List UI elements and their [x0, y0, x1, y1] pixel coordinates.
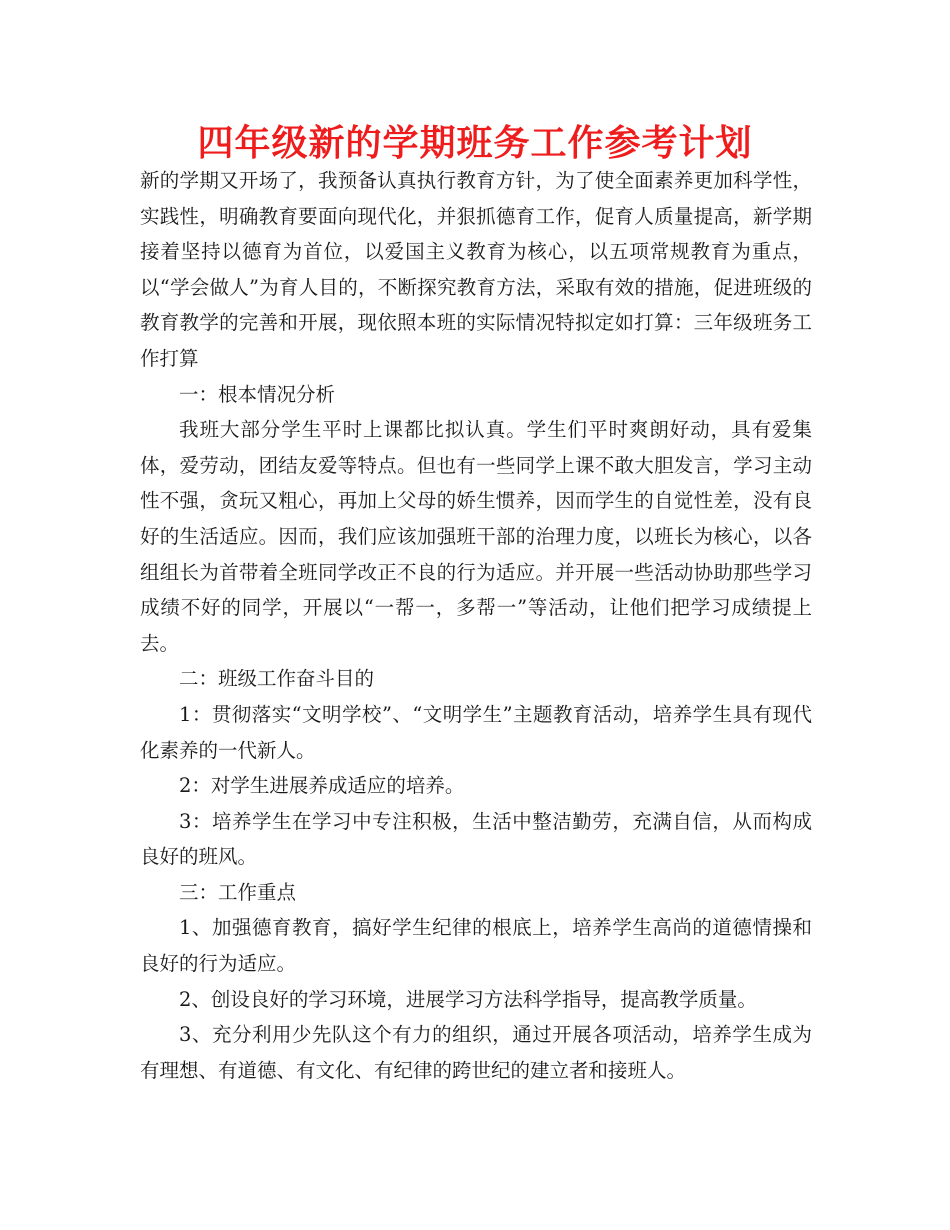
- section-heading-work-focus: 三：工作重点: [179, 880, 297, 904]
- work-focus-item-3: 3、充分利用少先队这个有力的组织，通过开展各项活动，培养学生成为有理想、有道德、有文化、有纪律的跨世纪的建立者和接班人。: [140, 1023, 812, 1082]
- document-title: 四年级新的学期班务工作参考计划: [197, 123, 753, 164]
- basic-situation-paragraph: 我班大部分学生平时上课都比拟认真。学生们平时爽朗好动，具有爱集体，爱劳动，团结友爱等特点。但也有一些同学上课不敢大胆发言，学习主动性不强，贪玩又粗心，再加上父母的娇生惯养，因而学生的自觉性差，没有良好的生活适应。因而，我们应该加强班干部的治理力度，以班长为核心，以各组组长为首带着全班同学改正不良的行为适应。并开展一些活动协助那些学习成绩不好的同学，开展以“一帮一，多帮一”等活动，让他们把学习成绩提上去。: [140, 418, 812, 655]
- section-heading-class-goals: 二：班级工作奋斗目的: [179, 667, 375, 691]
- document-body: [140, 163, 812, 1088]
- work-focus-item-1: 1、加强德育教育，搞好学生纪律的根底上，培养学生高尚的道德情操和良好的行为适应。: [140, 916, 812, 976]
- section-heading-basic-situation: 一：根本情况分析: [179, 382, 336, 406]
- class-goal-item-3: 3：培养学生在学习中专注积极，生活中整洁勤劳，充满自信，从而构成良好的班风。: [140, 809, 812, 869]
- class-goal-item-2: 2：对学生进展养成适应的培养。: [179, 774, 465, 798]
- intro-paragraph: 新的学期又开场了，我预备认真执行教育方针，为了使全面素养更加科学性，实践性，明确教育要面向现代化，并狠抓德育工作，促育人质量提高，新学期接着坚持以德育为首位，以爱国主义教育为核心，以五项常规教育为重点，以“学会做人”为育人目的，不断探究教育方法，采取有效的措施，促进班级的教育教学的完善和开展，现依照本班的实际情况特拟定如打算：三年级班务工作打算: [140, 169, 812, 370]
- class-goal-item-1: 1：贯彻落实“文明学校”、“文明学生”主题教育活动，培养学生具有现代化素养的一代新人。: [140, 702, 812, 762]
- work-focus-item-2: 2、创设良好的学习环境，进展学习方法科学指导，提高教学质量。: [179, 987, 757, 1011]
